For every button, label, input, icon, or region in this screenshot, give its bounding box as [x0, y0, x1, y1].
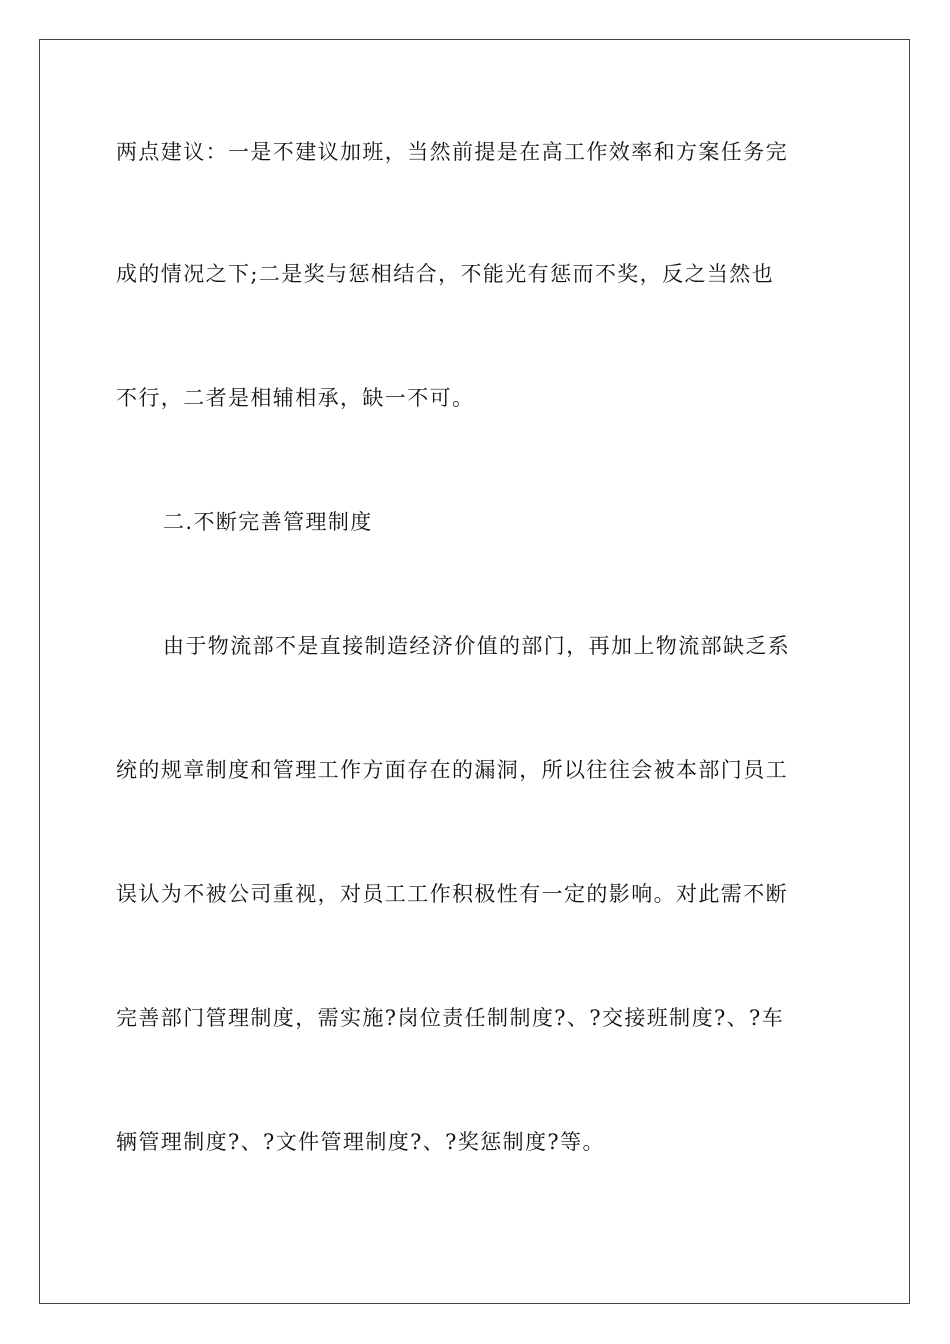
paragraph-line: 两点建议：一是不建议加班，当然前提是在高工作效率和方案任务完 [116, 140, 788, 164]
paragraph-line: 完善部门管理制度，需实施?岗位责任制制度?、?交接班制度?、?车 [116, 1006, 785, 1030]
paragraph-line: 统的规章制度和管理工作方面存在的漏洞，所以往往会被本部门员工 [116, 758, 788, 782]
paragraph-line: 误认为不被公司重视，对员工工作积极性有一定的影响。对此需不断 [116, 882, 788, 906]
page-border [39, 39, 910, 1304]
paragraph-line: 由于物流部不是直接制造经济价值的部门，再加上物流部缺乏系 [163, 634, 791, 658]
paragraph-line: 不行，二者是相辅相承，缺一不可。 [116, 386, 475, 410]
paragraph-line: 成的情况之下;二是奖与惩相结合，不能光有惩而不奖，反之当然也 [116, 262, 775, 286]
paragraph-line: 辆管理制度?、?文件管理制度?、?奖惩制度?等。 [116, 1130, 605, 1154]
section-heading: 二.不断完善管理制度 [163, 510, 373, 534]
